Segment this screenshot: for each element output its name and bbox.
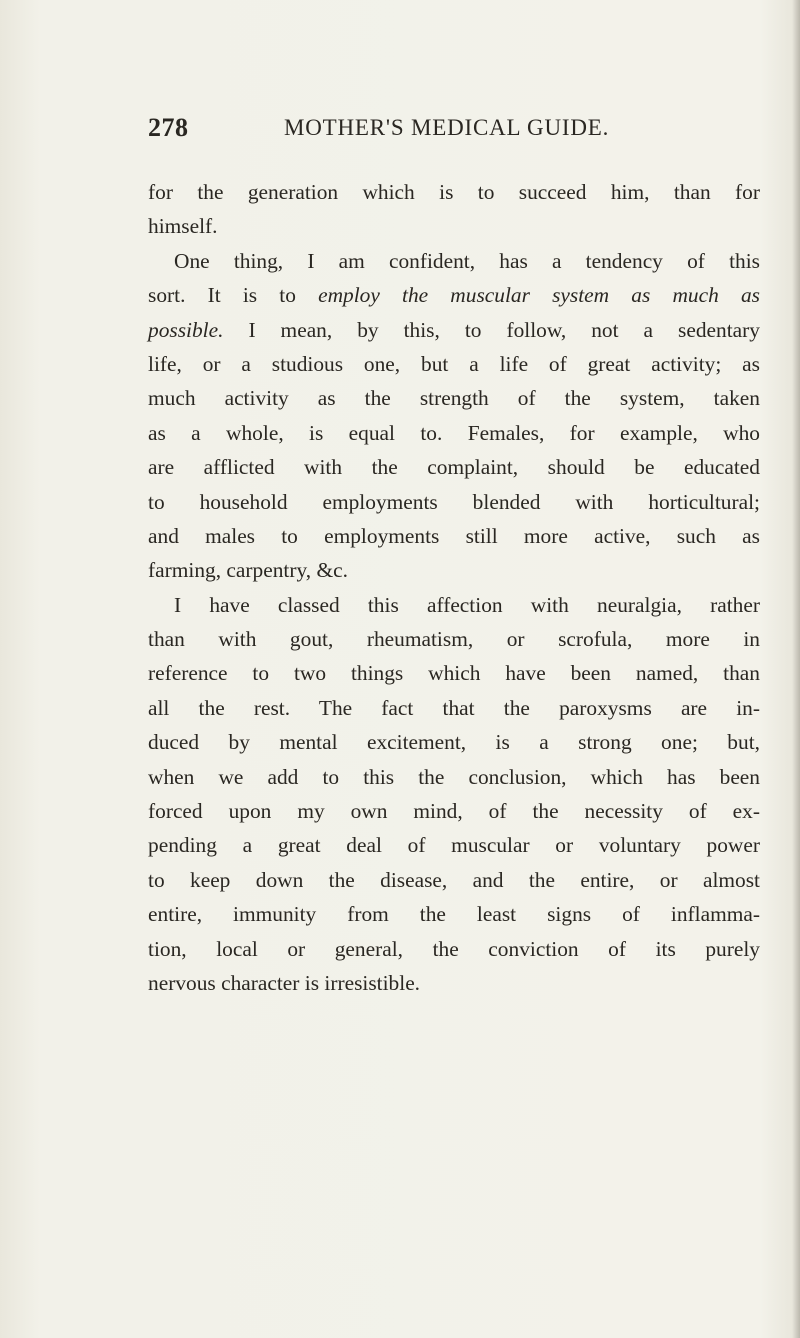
text-line: duced by mental excitement, is a strong one; but, [148,730,760,755]
text-line: nervous character is irresistible. [148,970,421,995]
text-line: forced upon my own mind, of the necessity of ex- [148,799,760,824]
text-line: to household employments blended with horticultural; [148,489,760,514]
text-line: reference to two things which have been named, than [148,661,760,686]
text-line: tion, local or general, the conviction of its purely [148,936,760,961]
text-line: for the generation which is to succeed him, than for [148,180,760,204]
text-run: sort. It is to [148,283,296,308]
text-line: all the rest. The fact that the paroxysms are in- [148,695,760,720]
running-title: MOTHER'S MEDICAL GUIDE. [284,115,610,140]
page-gutter-shadow [792,0,800,1338]
text-line: life, or a studious one, but a life of great activity; as [148,351,760,376]
body-text [148,175,760,1000]
italic-phrase: possible. [148,317,224,342]
text-line [148,313,760,347]
text-line: and males to employments still more active, such as [148,523,760,548]
page-number: 278 [148,113,189,142]
text-line: when we add to this the conclusion, which has been [148,764,760,789]
text-line: farming, carpentry, &c. [148,558,348,583]
running-head [148,113,760,143]
italic-phrase: employ the muscular system as much as [318,283,760,308]
text-line: much activity as the strength of the system, taken [148,386,760,411]
text-line: as a whole, is equal to. Females, for example, who [148,420,760,445]
text-line: entire, immunity from the least signs of inflamma- [148,902,760,927]
text-run: I mean, by this, to follow, not a sedentary [248,317,760,342]
text-line: are afflicted with the complaint, should be educated [148,455,760,480]
text-line: pending a great deal of muscular or voluntary power [148,833,760,858]
text-line [148,278,760,312]
text-line: I have classed this affection with neuralgia, rather [174,592,760,617]
text-line: One thing, I am confident, has a tendency of this [174,248,760,273]
text-line: than with gout, rheumatism, or scrofula, more in [148,627,760,652]
text-line: himself. [148,214,218,239]
text-line: to keep down the disease, and the entire, or almost [148,867,760,892]
